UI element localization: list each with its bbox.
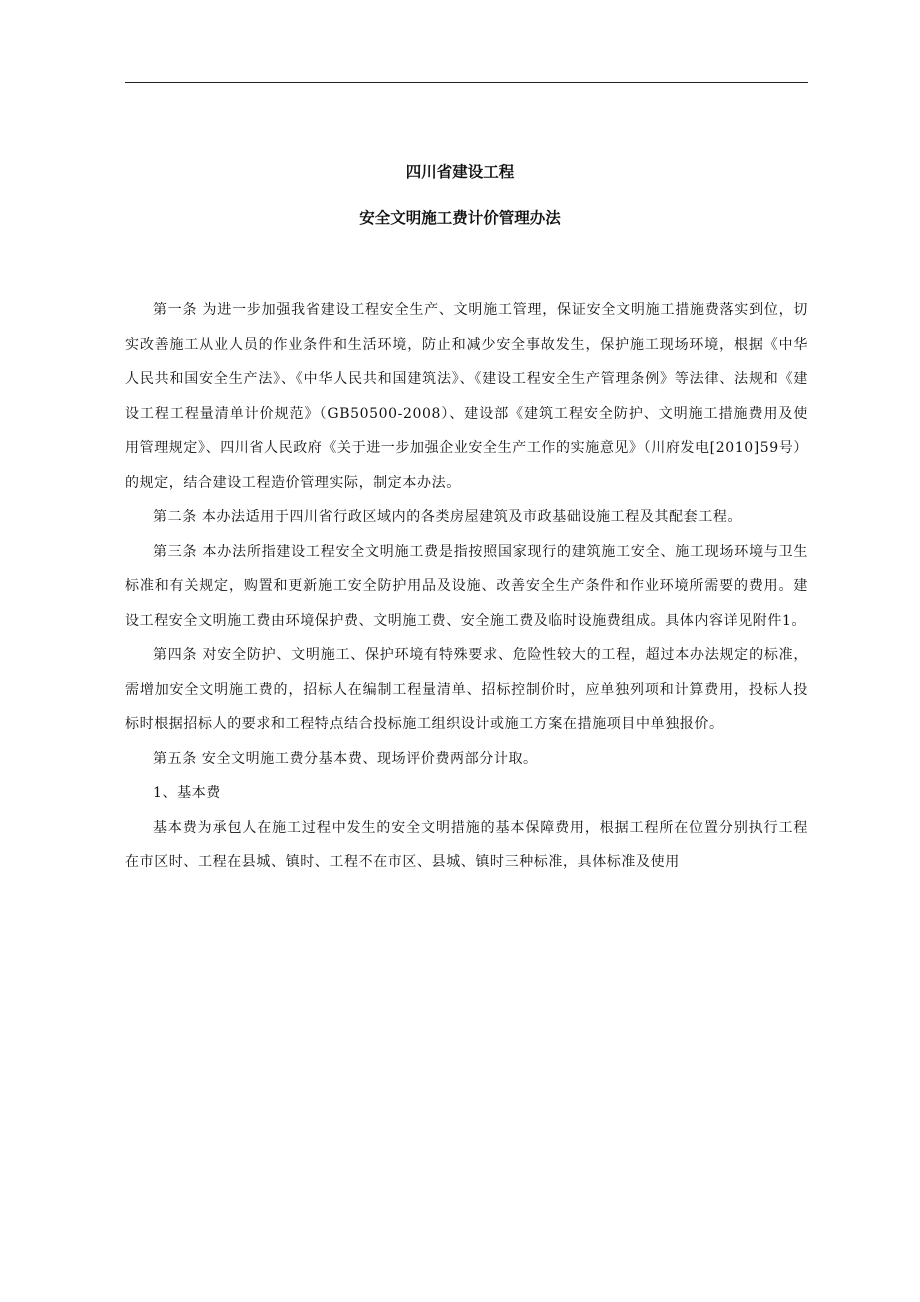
paragraph-article-4: 第四条 对安全防护、文明施工、保护环境有特殊要求、危险性较大的工程，超过本办法规定的标准，需增加安全文明施工费的，招标人在编制工程量清单、招标控制价时，应单独列项和计算费用，投标人投标时根据招标人的要求和工程特点结合投标施工组织设计或施工方案在措施项目中单独报价。 — [125, 647, 808, 732]
document-title-line2: 安全文明施工费计价管理办法 — [359, 209, 561, 227]
paragraph-article-3: 第三条 本办法所指建设工程安全文明施工费是指按照国家现行的建筑施工安全、施工现场环境与卫生标准和有关规定，购置和更新施工安全防护用品及设施、改善安全生产条件和作业环境所需要的费用。建设工程安全文明施工费由环境保护费、文明施工费、安全施工费及临时设施费组成。具体内容详见附件1。 — [125, 543, 808, 629]
paragraph-article-1: 第一条 为进一步加强我省建设工程安全生产、文明施工管理，保证安全文明施工措施费落实到位，切实改善施工从业人员的作业条件和生活环境，防止和减少安全事故发生，保护施工现场环境，根据《中华人民共和国安全生产法》、《中华人民共和国建筑法》、《建设工程安全生产管理条例》等法律、法规和《建设工程工程量清单计价规范》（GB50500-2008）、建设部《建筑工程安全防护、文明施工措施费用及使用管理规定》、四川省人民政府《关于进一步加强企业安全生产工作的实施意见》（川府发电[2010]59号）的规定，结合建设工程造价管理实际，制定本办法。 — [125, 302, 808, 491]
paragraph-item-1-heading: 1、基本费 — [153, 785, 221, 801]
header-rule — [125, 82, 808, 83]
paragraph-article-2: 第二条 本办法适用于四川省行政区域内的各类房屋建筑及市政基础设施工程及其配套工程。 — [153, 509, 743, 525]
document-body — [125, 293, 808, 880]
paragraph-article-5: 第五条 安全文明施工费分基本费、现场评价费两部分计取。 — [153, 750, 538, 767]
document-title-line1: 四川省建设工程 — [405, 163, 515, 181]
paragraph-basic-fee: 基本费为承包人在施工过程中发生的安全文明措施的基本保障费用，根据工程所在位置分别执行工程在市区时、工程在县城、镇时、工程不在市区、县城、镇时三种标准，具体标准及使用 — [125, 819, 808, 870]
